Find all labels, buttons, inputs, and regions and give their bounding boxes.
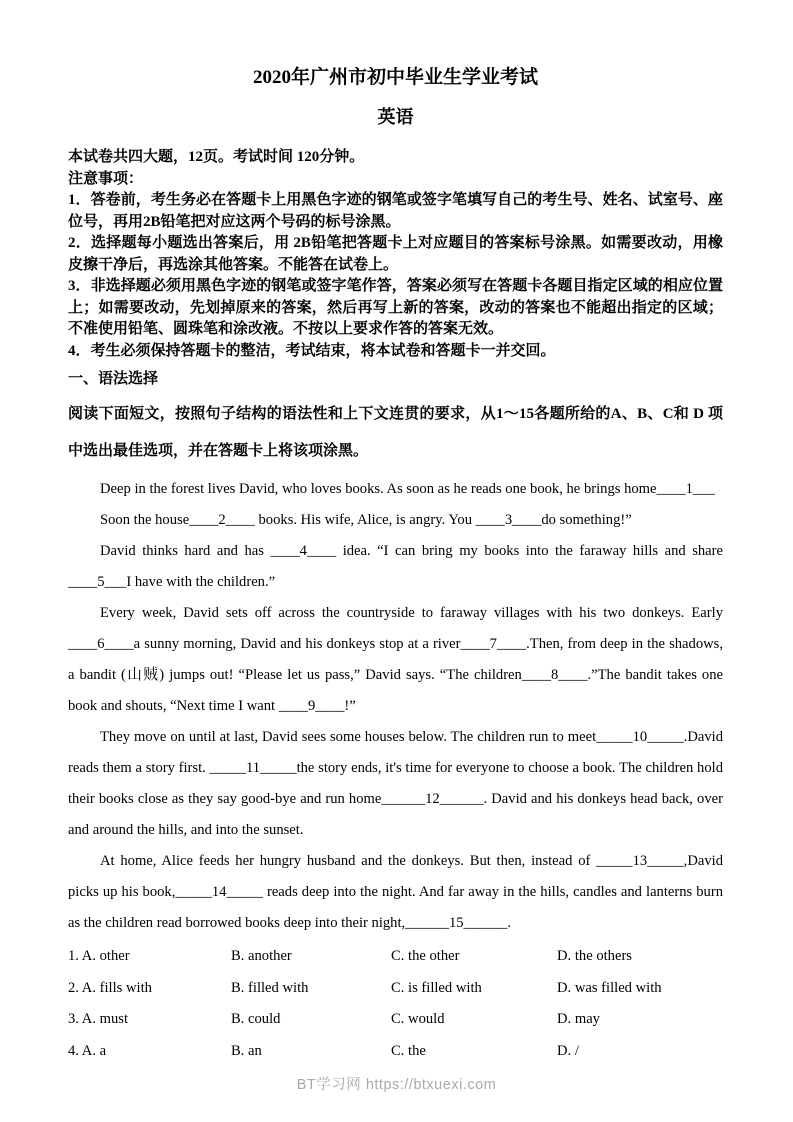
option-cell: 1. A. other	[68, 948, 130, 964]
passage-paragraph: David thinks hard and has ____4____ idea. “I can bring my books into the faraway hills and share ____5___I have with the children.”	[68, 543, 723, 590]
option-cell: C. the other	[391, 948, 460, 964]
question-row-3	[68, 1004, 723, 1036]
notice-item-2: 2．选择题每小题选出答案后，用 2B铅笔把答题卡上对应题目的答案标号涂黑。如需要改动，用橡皮擦干净后，再选涂其他答案。不能答在试卷上。	[68, 235, 723, 273]
option-cell: B. could	[231, 1011, 281, 1027]
option-cell: B. filled with	[231, 979, 309, 996]
question-row-4	[68, 1036, 723, 1068]
passage-paragraph: Soon the house____2____ books. His wife, Alice, is angry. You ____3____do something!”	[100, 512, 632, 528]
option-cell: D. may	[557, 1011, 600, 1027]
notice-intro: 本试卷共四大题，12页。考试时间 120分钟。	[68, 149, 365, 165]
question-row-1	[68, 941, 723, 973]
option-cell: B. an	[231, 1042, 262, 1059]
option-cell: C. would	[391, 1011, 445, 1027]
option-cell: D. the others	[557, 948, 632, 964]
exam-subject: 英语	[377, 107, 414, 127]
option-cell: 3. A. must	[68, 1011, 129, 1027]
notice-heading: 注意事项：	[68, 170, 144, 187]
option-cell: C. the	[391, 1042, 426, 1059]
passage-paragraph: Every week, David sets off across the countryside to faraway villages with his two donkeys. Early ____6____a sunny morning, David and his donkeys stop at a river____7____.Then, from deep in the shadows, a bandit (山贼) jumps out! “Please let us pass,” David says. “The children____8____.”The bandit takes one book and shouts, “Next time I want ____9____!”	[68, 605, 723, 714]
option-cell: D. was filled with	[557, 979, 662, 996]
option-cell: B. another	[231, 948, 292, 964]
exam-title: 2020年广州市初中毕业生学业考试	[252, 67, 538, 88]
watermark-footer: BT学习网 https://btxuexi.com	[296, 1077, 497, 1093]
option-cell: 4. A. a	[68, 1042, 107, 1059]
notice-item-3: 3．非选择题必须用黑色字迹的钢笔或签字笔作答，答案必须写在答题卡各题目指定区域的相应位置上；如需要改动，先划掉原来的答案，然后再写上新的答案，改动的答案也不能超出指定的区域；不准使用铅笔、圆珠笔和涂改液。不按以上要求作答的答案无效。	[68, 278, 723, 337]
notice-item-4: 4．考生必须保持答题卡的整洁，考试结束，将本试卷和答题卡一并交回。	[68, 342, 556, 359]
option-cell: C. is filled with	[391, 979, 482, 996]
passage-paragraph: At home, Alice feeds her hungry husband and the donkeys. But then, instead of _____13_____,David picks up his book,_____14_____ reads deep into the night. And far away in the hills, candles and lanterns burn as the children read borrowed books deep into their night,______15______.	[68, 853, 723, 931]
option-cell: D. /	[557, 1042, 579, 1059]
section-instruction: 阅读下面短文，按照句子结构的语法性和上下文连贯的要求，从1～15各题所给的A、B、C和 D 项中选出最佳选项，并在答题卡上将该项涂黑。	[68, 406, 723, 459]
question-options	[68, 941, 723, 1067]
cloze-passage	[68, 474, 723, 939]
passage-paragraph: They move on until at last, David sees some houses below. The children run to meet_____10_____.David reads them a story first. _____11_____the story ends, it's time for everyone to choose a book. The children hold their books close as they say good-bye and run home______12______. David and his donkeys head back, over and around the hills, and into the sunset.	[68, 729, 723, 838]
exam-notice	[68, 147, 723, 362]
notice-item-1: 1．答卷前，考生务必在答题卡上用黑色字迹的钢笔或签字笔填写自己的考生号、姓名、试室号、座位号，再用2B铅笔把对应这两个号码的标号涂黑。	[68, 192, 723, 230]
passage-paragraph: Deep in the forest lives David, who loves books. As soon as he reads one book, he brings home____1___	[100, 481, 715, 497]
option-cell: 2. A. fills with	[68, 979, 152, 996]
question-row-2	[68, 973, 723, 1005]
section-heading: 一、语法选择	[68, 371, 159, 387]
